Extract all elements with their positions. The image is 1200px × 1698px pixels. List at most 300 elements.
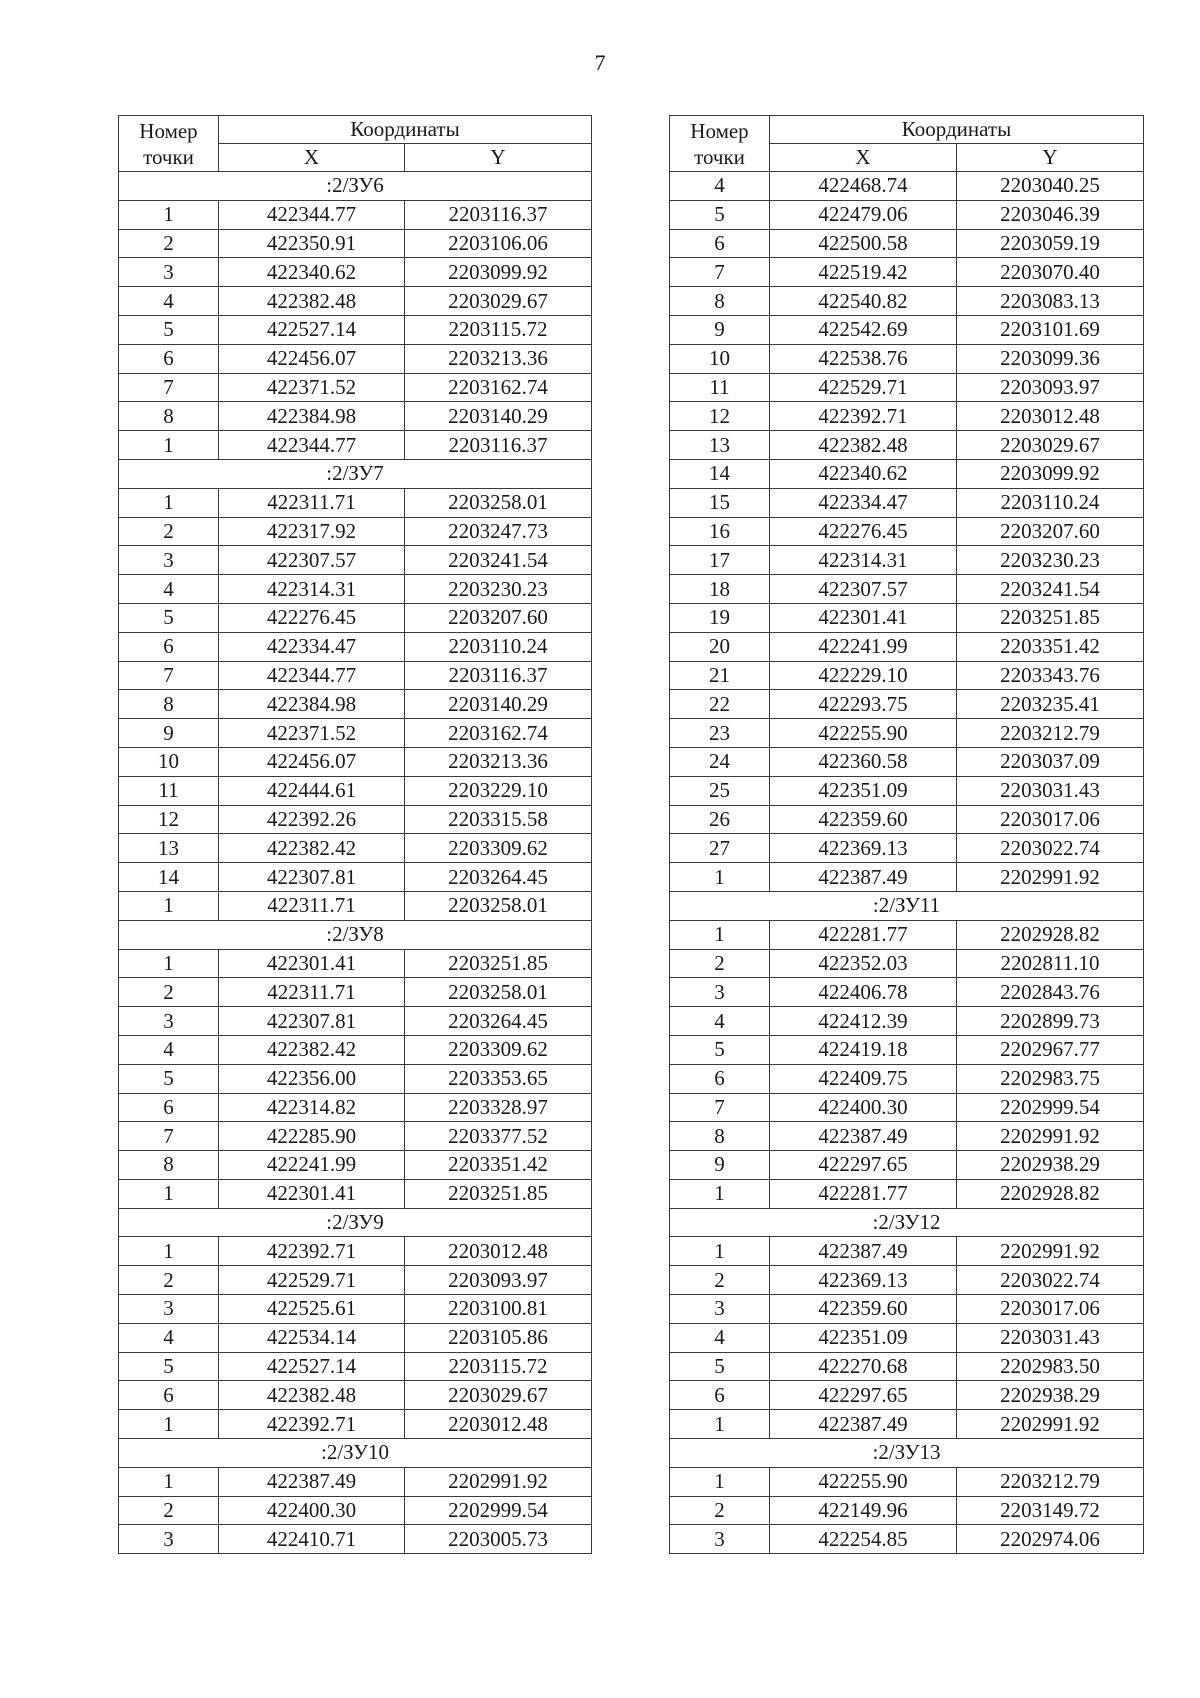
x-coordinate-cell: 422410.71	[219, 1525, 405, 1554]
y-coordinate-cell: 2203251.85	[405, 949, 592, 978]
table-body-left	[119, 172, 592, 1554]
table-row	[119, 632, 592, 661]
x-coordinate-cell: 422400.30	[770, 1093, 957, 1122]
y-coordinate-cell: 2203235.41	[957, 690, 1144, 719]
point-number-cell: 9	[670, 1151, 770, 1180]
point-number-cell: 4	[670, 172, 770, 201]
point-number-cell: 12	[670, 402, 770, 431]
point-number-cell: 2	[670, 1496, 770, 1525]
y-coordinate-cell: 2203351.42	[405, 1151, 592, 1180]
point-number-cell: 3	[119, 258, 219, 287]
table-row	[119, 575, 592, 604]
point-number-cell: 4	[119, 287, 219, 316]
section-row	[119, 920, 592, 949]
x-coordinate-cell: 422270.68	[770, 1352, 957, 1381]
point-number-header-line2: точки	[143, 144, 194, 169]
table-row	[670, 488, 1144, 517]
x-coordinate-cell: 422542.69	[770, 315, 957, 344]
table-row	[119, 373, 592, 402]
point-number-cell: 11	[670, 373, 770, 402]
y-coordinate-cell: 2203022.74	[957, 834, 1144, 863]
y-coordinate-cell: 2203241.54	[957, 575, 1144, 604]
x-coordinate-cell: 422351.09	[770, 1323, 957, 1352]
coordinates-table-left	[118, 115, 592, 1554]
y-coordinate-cell: 2203046.39	[957, 200, 1144, 229]
table-row	[670, 747, 1144, 776]
y-coordinate-cell: 2203213.36	[405, 747, 592, 776]
y-coordinate-cell: 2202938.29	[957, 1381, 1144, 1410]
table-row	[670, 402, 1144, 431]
y-coordinate-cell: 2203162.74	[405, 373, 592, 402]
y-coordinate-cell: 2202974.06	[957, 1525, 1144, 1554]
point-number-cell: 1	[119, 488, 219, 517]
table-row	[119, 1093, 592, 1122]
point-number-cell: 3	[670, 1525, 770, 1554]
table-row	[670, 258, 1144, 287]
table-row	[119, 776, 592, 805]
table-row	[119, 344, 592, 373]
table-row	[119, 603, 592, 632]
point-number-cell: 3	[119, 1525, 219, 1554]
point-number-cell: 5	[670, 200, 770, 229]
table-row	[119, 402, 592, 431]
point-number-cell: 1	[670, 863, 770, 892]
y-coordinate-cell: 2203207.60	[405, 603, 592, 632]
y-coordinate-cell: 2203149.72	[957, 1496, 1144, 1525]
y-coordinate-cell: 2203093.97	[405, 1266, 592, 1295]
y-coordinate-cell: 2203040.25	[957, 172, 1144, 201]
table-row	[119, 517, 592, 546]
point-number-cell: 1	[119, 1179, 219, 1208]
section-label: :2/ЗУ7	[119, 459, 592, 488]
point-number-cell: 20	[670, 632, 770, 661]
x-coordinate-cell: 422527.14	[219, 315, 405, 344]
point-number-cell: 7	[670, 1093, 770, 1122]
point-number-cell: 6	[670, 1064, 770, 1093]
y-coordinate-cell: 2203031.43	[957, 776, 1144, 805]
table-row	[670, 1410, 1144, 1439]
table-row	[670, 805, 1144, 834]
y-coordinate-cell: 2203230.23	[957, 546, 1144, 575]
x-coordinate-cell: 422382.48	[219, 1381, 405, 1410]
x-coordinate-cell: 422534.14	[219, 1323, 405, 1352]
x-coordinate-cell: 422392.71	[219, 1410, 405, 1439]
x-coordinate-cell: 422311.71	[219, 978, 405, 1007]
table-row	[670, 1179, 1144, 1208]
x-coordinate-cell: 422276.45	[770, 517, 957, 546]
table-row	[670, 517, 1144, 546]
table-row	[670, 287, 1144, 316]
y-coordinate-cell: 2202999.54	[957, 1093, 1144, 1122]
section-label: :2/ЗУ9	[119, 1208, 592, 1237]
table-row	[670, 1295, 1144, 1324]
table-row	[670, 719, 1144, 748]
table-row	[670, 1352, 1144, 1381]
x-coordinate-cell: 422307.57	[770, 575, 957, 604]
table-row	[119, 431, 592, 460]
x-coordinate-cell: 422387.49	[219, 1467, 405, 1496]
table-row	[670, 315, 1144, 344]
point-number-cell: 1	[670, 920, 770, 949]
section-row	[119, 459, 592, 488]
point-number-cell: 1	[670, 1179, 770, 1208]
table-row	[670, 1093, 1144, 1122]
y-coordinate-cell: 2203353.65	[405, 1064, 592, 1093]
x-coordinate-cell: 422468.74	[770, 172, 957, 201]
table-row	[119, 1381, 592, 1410]
y-column-header: Y	[405, 144, 592, 172]
x-coordinate-cell: 422307.81	[219, 1007, 405, 1036]
x-coordinate-cell: 422356.00	[219, 1064, 405, 1093]
table-row	[670, 920, 1144, 949]
point-number-cell: 1	[119, 949, 219, 978]
point-number-cell: 24	[670, 747, 770, 776]
x-coordinate-cell: 422384.98	[219, 402, 405, 431]
table-row	[670, 1266, 1144, 1295]
table-row	[670, 1237, 1144, 1266]
y-coordinate-cell: 2202991.92	[957, 1237, 1144, 1266]
point-number-cell: 19	[670, 603, 770, 632]
x-coordinate-cell: 422400.30	[219, 1496, 405, 1525]
x-coordinate-cell: 422456.07	[219, 747, 405, 776]
y-coordinate-cell: 2203100.81	[405, 1295, 592, 1324]
y-coordinate-cell: 2203251.85	[405, 1179, 592, 1208]
y-coordinate-cell: 2203101.69	[957, 315, 1144, 344]
x-coordinate-cell: 422334.47	[219, 632, 405, 661]
table-header-row	[119, 116, 592, 144]
x-coordinate-cell: 422529.71	[770, 373, 957, 402]
point-number-header-line2: точки	[694, 144, 745, 169]
y-coordinate-cell: 2203258.01	[405, 891, 592, 920]
y-coordinate-cell: 2203029.67	[405, 1381, 592, 1410]
point-number-cell: 5	[119, 315, 219, 344]
y-coordinate-cell: 2203099.92	[957, 459, 1144, 488]
x-column-header: X	[219, 144, 405, 172]
point-number-cell: 8	[119, 690, 219, 719]
point-number-cell: 2	[670, 1266, 770, 1295]
x-coordinate-cell: 422307.57	[219, 546, 405, 575]
y-coordinate-cell: 2202983.50	[957, 1352, 1144, 1381]
y-coordinate-cell: 2203247.73	[405, 517, 592, 546]
x-coordinate-cell: 422409.75	[770, 1064, 957, 1093]
y-coordinate-cell: 2203110.24	[405, 632, 592, 661]
section-label: :2/ЗУ8	[119, 920, 592, 949]
point-number-header-line1: Номер	[690, 118, 749, 143]
point-number-cell: 1	[670, 1410, 770, 1439]
x-coordinate-cell: 422419.18	[770, 1035, 957, 1064]
table-row	[119, 546, 592, 575]
x-coordinate-cell: 422392.71	[770, 402, 957, 431]
y-coordinate-cell: 2203251.85	[957, 603, 1144, 632]
y-coordinate-cell: 2203037.09	[957, 747, 1144, 776]
x-coordinate-cell: 422387.49	[770, 1237, 957, 1266]
x-coordinate-cell: 422359.60	[770, 805, 957, 834]
x-coordinate-cell: 422314.31	[770, 546, 957, 575]
x-coordinate-cell: 422519.42	[770, 258, 957, 287]
table-row	[119, 488, 592, 517]
table-row	[119, 805, 592, 834]
table-row	[119, 1496, 592, 1525]
table-row	[670, 344, 1144, 373]
point-number-cell: 10	[670, 344, 770, 373]
point-number-cell: 7	[119, 661, 219, 690]
x-coordinate-cell: 422344.77	[219, 431, 405, 460]
y-coordinate-cell: 2202928.82	[957, 920, 1144, 949]
x-coordinate-cell: 422344.77	[219, 200, 405, 229]
table-row	[119, 1266, 592, 1295]
x-coordinate-cell: 422301.41	[219, 1179, 405, 1208]
x-coordinate-cell: 422412.39	[770, 1007, 957, 1036]
x-coordinate-cell: 422229.10	[770, 661, 957, 690]
point-number-cell: 2	[119, 1266, 219, 1295]
point-number-cell: 3	[119, 1295, 219, 1324]
y-coordinate-cell: 2203213.36	[405, 344, 592, 373]
table-row	[670, 978, 1144, 1007]
point-number-cell: 2	[119, 978, 219, 1007]
x-coordinate-cell: 422297.65	[770, 1381, 957, 1410]
y-coordinate-cell: 2203031.43	[957, 1323, 1144, 1352]
point-number-cell: 5	[119, 1352, 219, 1381]
x-coordinate-cell: 422369.13	[770, 1266, 957, 1295]
section-row	[119, 172, 592, 201]
x-coordinate-cell: 422351.09	[770, 776, 957, 805]
x-coordinate-cell: 422369.13	[770, 834, 957, 863]
section-label: :2/ЗУ12	[670, 1208, 1144, 1237]
x-coordinate-cell: 422529.71	[219, 1266, 405, 1295]
y-coordinate-cell: 2203264.45	[405, 863, 592, 892]
point-number-cell: 1	[670, 1237, 770, 1266]
y-coordinate-cell: 2203017.06	[957, 1295, 1144, 1324]
point-number-cell: 3	[670, 978, 770, 1007]
table-row	[670, 863, 1144, 892]
table-row	[119, 287, 592, 316]
table-row	[670, 1122, 1144, 1151]
x-coordinate-cell: 422276.45	[219, 603, 405, 632]
point-number-cell: 9	[119, 719, 219, 748]
point-number-cell: 1	[119, 1237, 219, 1266]
x-coordinate-cell: 422360.58	[770, 747, 957, 776]
point-number-cell: 10	[119, 747, 219, 776]
table-row	[670, 1496, 1144, 1525]
point-number-cell: 13	[119, 834, 219, 863]
x-coordinate-cell: 422340.62	[770, 459, 957, 488]
y-coordinate-cell: 2203093.97	[957, 373, 1144, 402]
x-coordinate-cell: 422382.42	[219, 1035, 405, 1064]
x-coordinate-cell: 422387.49	[770, 863, 957, 892]
point-number-cell: 17	[670, 546, 770, 575]
y-coordinate-cell: 2203099.36	[957, 344, 1144, 373]
y-coordinate-cell: 2203005.73	[405, 1525, 592, 1554]
y-coordinate-cell: 2203212.79	[957, 1467, 1144, 1496]
y-coordinate-cell: 2202991.92	[957, 1410, 1144, 1439]
y-coordinate-cell: 2203207.60	[957, 517, 1144, 546]
table-row	[670, 1525, 1144, 1554]
y-coordinate-cell: 2203212.79	[957, 719, 1144, 748]
y-coordinate-cell: 2203315.58	[405, 805, 592, 834]
x-coordinate-cell: 422527.14	[219, 1352, 405, 1381]
y-coordinate-cell: 2202811.10	[957, 949, 1144, 978]
point-number-cell: 4	[119, 1035, 219, 1064]
table-row	[119, 1295, 592, 1324]
y-coordinate-cell: 2203106.06	[405, 229, 592, 258]
page-number: 7	[594, 50, 606, 75]
point-number-cell: 6	[119, 344, 219, 373]
point-number-cell: 25	[670, 776, 770, 805]
coordinates-table-right	[669, 115, 1144, 1554]
table-row	[119, 661, 592, 690]
point-number-cell: 8	[119, 1151, 219, 1180]
x-coordinate-cell: 422406.78	[770, 978, 957, 1007]
x-coordinate-cell: 422444.61	[219, 776, 405, 805]
section-row	[119, 1439, 592, 1468]
point-number-cell: 14	[670, 459, 770, 488]
point-number-cell: 2	[119, 517, 219, 546]
table-row	[119, 690, 592, 719]
x-coordinate-cell: 422456.07	[219, 344, 405, 373]
y-coordinate-cell: 2203070.40	[957, 258, 1144, 287]
point-number-header-line1: Номер	[139, 118, 198, 143]
y-coordinate-cell: 2203258.01	[405, 488, 592, 517]
y-coordinate-cell: 2203309.62	[405, 1035, 592, 1064]
point-number-cell: 6	[119, 632, 219, 661]
y-coordinate-cell: 2202991.92	[957, 863, 1144, 892]
x-coordinate-cell: 422255.90	[770, 719, 957, 748]
point-number-cell: 27	[670, 834, 770, 863]
point-number-cell: 8	[670, 287, 770, 316]
table-row	[670, 603, 1144, 632]
table-row	[670, 1323, 1144, 1352]
point-number-cell: 4	[670, 1323, 770, 1352]
table-row	[670, 546, 1144, 575]
x-coordinate-cell: 422392.71	[219, 1237, 405, 1266]
x-coordinate-cell: 422371.52	[219, 719, 405, 748]
y-coordinate-cell: 2203083.13	[957, 287, 1144, 316]
table-row	[119, 747, 592, 776]
y-coordinate-cell: 2203116.37	[405, 661, 592, 690]
point-number-cell: 6	[119, 1381, 219, 1410]
table-row	[119, 978, 592, 1007]
x-coordinate-cell: 422344.77	[219, 661, 405, 690]
section-label: :2/ЗУ11	[670, 891, 1144, 920]
point-number-header	[670, 116, 770, 172]
x-coordinate-cell: 422382.48	[219, 287, 405, 316]
x-coordinate-cell: 422334.47	[770, 488, 957, 517]
table-row	[119, 229, 592, 258]
point-number-cell: 2	[119, 1496, 219, 1525]
x-coordinate-cell: 422382.42	[219, 834, 405, 863]
section-label: :2/ЗУ13	[670, 1439, 1144, 1468]
y-coordinate-cell: 2203012.48	[405, 1237, 592, 1266]
x-coordinate-cell: 422314.31	[219, 575, 405, 604]
y-coordinate-cell: 2203140.29	[405, 690, 592, 719]
table-row	[670, 1151, 1144, 1180]
x-coordinate-cell: 422293.75	[770, 690, 957, 719]
table-row	[119, 834, 592, 863]
table-row	[119, 949, 592, 978]
y-coordinate-cell: 2202967.77	[957, 1035, 1144, 1064]
table-row	[119, 863, 592, 892]
point-number-cell: 5	[119, 603, 219, 632]
point-number-header	[119, 116, 219, 172]
coordinates-header: Координаты	[219, 116, 592, 144]
point-number-cell: 13	[670, 431, 770, 460]
y-coordinate-cell: 2202928.82	[957, 1179, 1144, 1208]
table-row	[670, 1381, 1144, 1410]
x-coordinate-cell: 422540.82	[770, 287, 957, 316]
y-coordinate-cell: 2203140.29	[405, 402, 592, 431]
y-coordinate-cell: 2203351.42	[957, 632, 1144, 661]
y-coordinate-cell: 2203309.62	[405, 834, 592, 863]
point-number-cell: 1	[119, 200, 219, 229]
table-row	[670, 575, 1144, 604]
point-number-cell: 6	[670, 1381, 770, 1410]
table-row	[119, 1237, 592, 1266]
point-number-cell: 7	[670, 258, 770, 287]
point-number-cell: 1	[670, 1467, 770, 1496]
table-row	[119, 719, 592, 748]
table-row	[119, 1035, 592, 1064]
table-row	[119, 1525, 592, 1554]
x-coordinate-cell: 422387.49	[770, 1122, 957, 1151]
section-row	[670, 1439, 1144, 1468]
table-row	[670, 690, 1144, 719]
point-number-cell: 7	[119, 373, 219, 402]
y-coordinate-cell: 2203241.54	[405, 546, 592, 575]
x-coordinate-cell: 422311.71	[219, 891, 405, 920]
point-number-cell: 15	[670, 488, 770, 517]
point-number-cell: 11	[119, 776, 219, 805]
point-number-cell: 4	[670, 1007, 770, 1036]
point-number-cell: 14	[119, 863, 219, 892]
point-number-cell: 22	[670, 690, 770, 719]
point-number-cell: 8	[119, 402, 219, 431]
table-row	[119, 1122, 592, 1151]
table-row	[670, 200, 1144, 229]
table-header-row	[670, 116, 1144, 144]
x-coordinate-cell: 422255.90	[770, 1467, 957, 1496]
point-number-cell: 5	[119, 1064, 219, 1093]
table-row	[119, 1151, 592, 1180]
point-number-cell: 1	[119, 431, 219, 460]
x-coordinate-cell: 422149.96	[770, 1496, 957, 1525]
section-label: :2/ЗУ10	[119, 1439, 592, 1468]
y-coordinate-cell: 2203115.72	[405, 1352, 592, 1381]
x-coordinate-cell: 422538.76	[770, 344, 957, 373]
y-coordinate-cell: 2203116.37	[405, 200, 592, 229]
x-coordinate-cell: 422500.58	[770, 229, 957, 258]
y-coordinate-cell: 2203029.67	[957, 431, 1144, 460]
x-coordinate-cell: 422301.41	[770, 603, 957, 632]
section-row	[670, 1208, 1144, 1237]
x-coordinate-cell: 422525.61	[219, 1295, 405, 1324]
table-row	[670, 431, 1144, 460]
point-number-cell: 2	[670, 949, 770, 978]
x-coordinate-cell: 422387.49	[770, 1410, 957, 1439]
section-row	[119, 1208, 592, 1237]
y-coordinate-cell: 2203012.48	[957, 402, 1144, 431]
point-number-cell: 1	[119, 1410, 219, 1439]
point-number-cell: 3	[119, 1007, 219, 1036]
table-row	[119, 1179, 592, 1208]
y-coordinate-cell: 2202899.73	[957, 1007, 1144, 1036]
x-coordinate-cell: 422285.90	[219, 1122, 405, 1151]
point-number-cell: 6	[119, 1093, 219, 1122]
point-number-cell: 3	[119, 546, 219, 575]
point-number-cell: 1	[119, 891, 219, 920]
table-row	[670, 1035, 1144, 1064]
x-coordinate-cell: 422479.06	[770, 200, 957, 229]
table-row	[670, 632, 1144, 661]
